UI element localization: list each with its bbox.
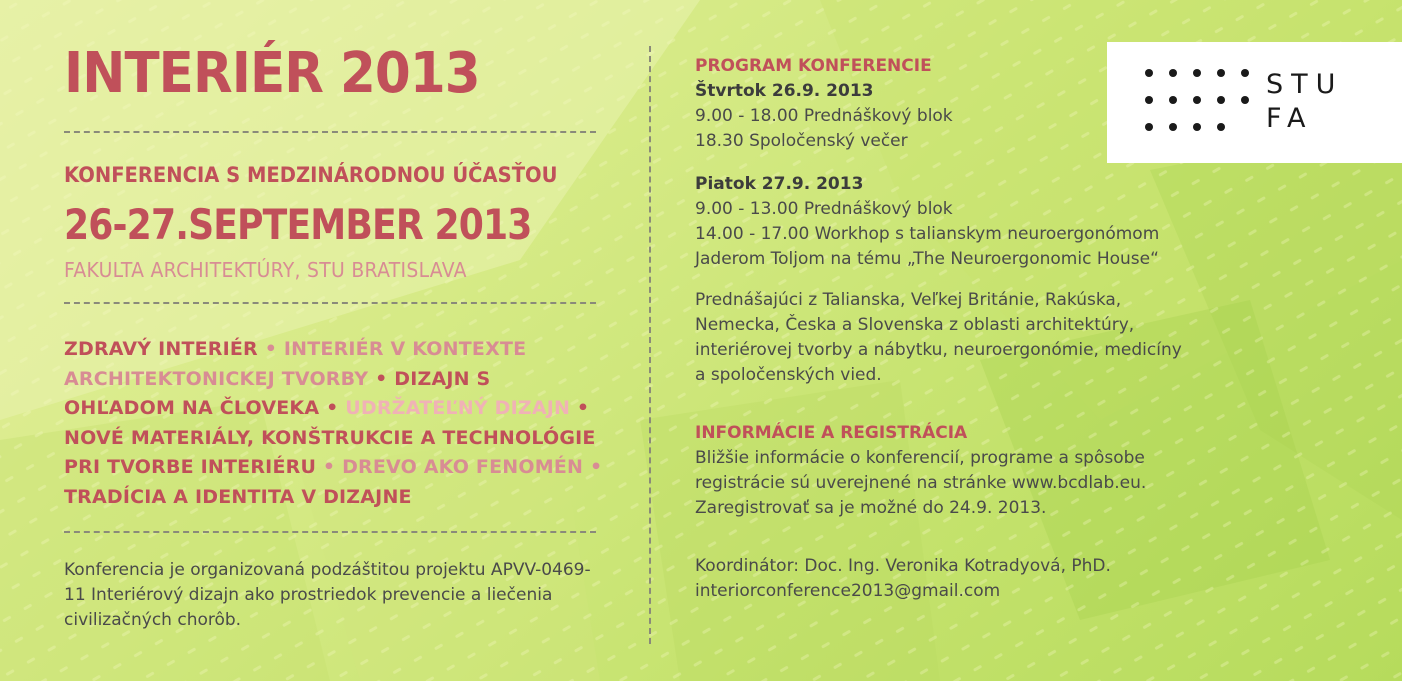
topic-separator: • [583, 456, 603, 478]
event-subtitle: KONFERENCIA S MEDZINÁRODNOU ÚČASŤOU [64, 163, 558, 187]
topic-separator: • [570, 397, 590, 419]
speakers-line: a spoločenských vied. [695, 365, 882, 385]
topics-list [64, 335, 604, 512]
info-line: Zaregistrovať sa je možné do 24.9. 2013. [695, 498, 1047, 518]
speakers-block [695, 288, 1255, 388]
logo-text-stu: STU [1266, 69, 1344, 100]
contact-email[interactable]: interiorconference2013@gmail.com [695, 581, 1001, 601]
topic-separator: • [319, 397, 346, 419]
topic-item: INTERIÉR V KONTEXTE ARCHITEKTONICKEJ TVORBY [64, 338, 527, 390]
speakers-line: Prednášajúci z Talianska, Veľkej Británie, Rakúska, [695, 290, 1122, 310]
info-line: registrácie sú uverejnené na stránke www.bcdlab.eu. [695, 473, 1147, 493]
day1-title: Štvrtok 26.9. 2013 [695, 81, 874, 101]
speakers-line: Nemecka, Česka a Slovenska z oblasti architektúry, [695, 315, 1135, 335]
logo-text-fa: FA [1266, 103, 1314, 134]
day2-line: 9.00 - 13.00 Prednáškový blok [695, 199, 953, 219]
event-venue: FAKULTA ARCHITEKTÚRY, STU BRATISLAVA [64, 258, 467, 282]
day1-line: 18.30 Spoločenský večer [695, 131, 908, 151]
info-heading: INFORMÁCIE A REGISTRÁCIA [695, 423, 968, 443]
speakers-line: interiérovej tvorby a nábytku, neuroergonómie, medicíny [695, 340, 1182, 360]
day2-line: Jaderom Toljom na tému „The Neuroergonomic House“ [695, 249, 1159, 269]
column-divider [649, 46, 651, 644]
topic-separator: • [316, 456, 343, 478]
stu-dot-grid-icon [1145, 69, 1249, 133]
day1-line: 9.00 - 18.00 Prednáškový blok [695, 106, 953, 126]
venue-divider [64, 302, 596, 304]
topic-item: NOVÉ MATERIÁLY, KONŠTRUKCIE A TECHNOLÓGIE PRI TVORBE INTERIÉRU [64, 426, 596, 478]
project-note: Konferencia je organizovaná podzáštitou projektu APVV-0469-11 Interiérový dizajn ako prostriedok prevencie a liečenia civilizačných chorôb. [64, 560, 591, 630]
title-divider [64, 131, 596, 133]
event-date: 26-27.SEPTEMBER 2013 [64, 200, 532, 249]
topic-item: UDRŽATEĽNÝ DIZAJN [345, 397, 571, 419]
topics-divider [64, 531, 596, 533]
topic-item: TRADÍCIA A IDENTITA V DIZAJNE [64, 485, 412, 508]
event-title: INTERIÉR 2013 [64, 41, 480, 106]
stu-fa-logo [1107, 42, 1402, 163]
day2-line: 14.00 - 17.00 Workhop s talianskym neuroergonómom [695, 224, 1160, 244]
topic-separator: • [257, 338, 284, 360]
info-line: Bližšie informácie o konferencií, programe a spôsobe [695, 448, 1145, 468]
topic-item: DREVO AKO FENOMÉN [342, 456, 584, 478]
topic-separator: • [368, 367, 395, 390]
topic-item: DIZAJN S OHĽADOM NA ČLOVEKA [64, 367, 491, 419]
day2-title: Piatok 27.9. 2013 [695, 174, 864, 194]
program-heading: PROGRAM KONFERENCIE [695, 56, 932, 76]
coordinator: Koordinátor: Doc. Ing. Veronika Kotradyová, PhD. [695, 556, 1111, 576]
topic-item: ZDRAVÝ INTERIÉR [64, 338, 258, 360]
